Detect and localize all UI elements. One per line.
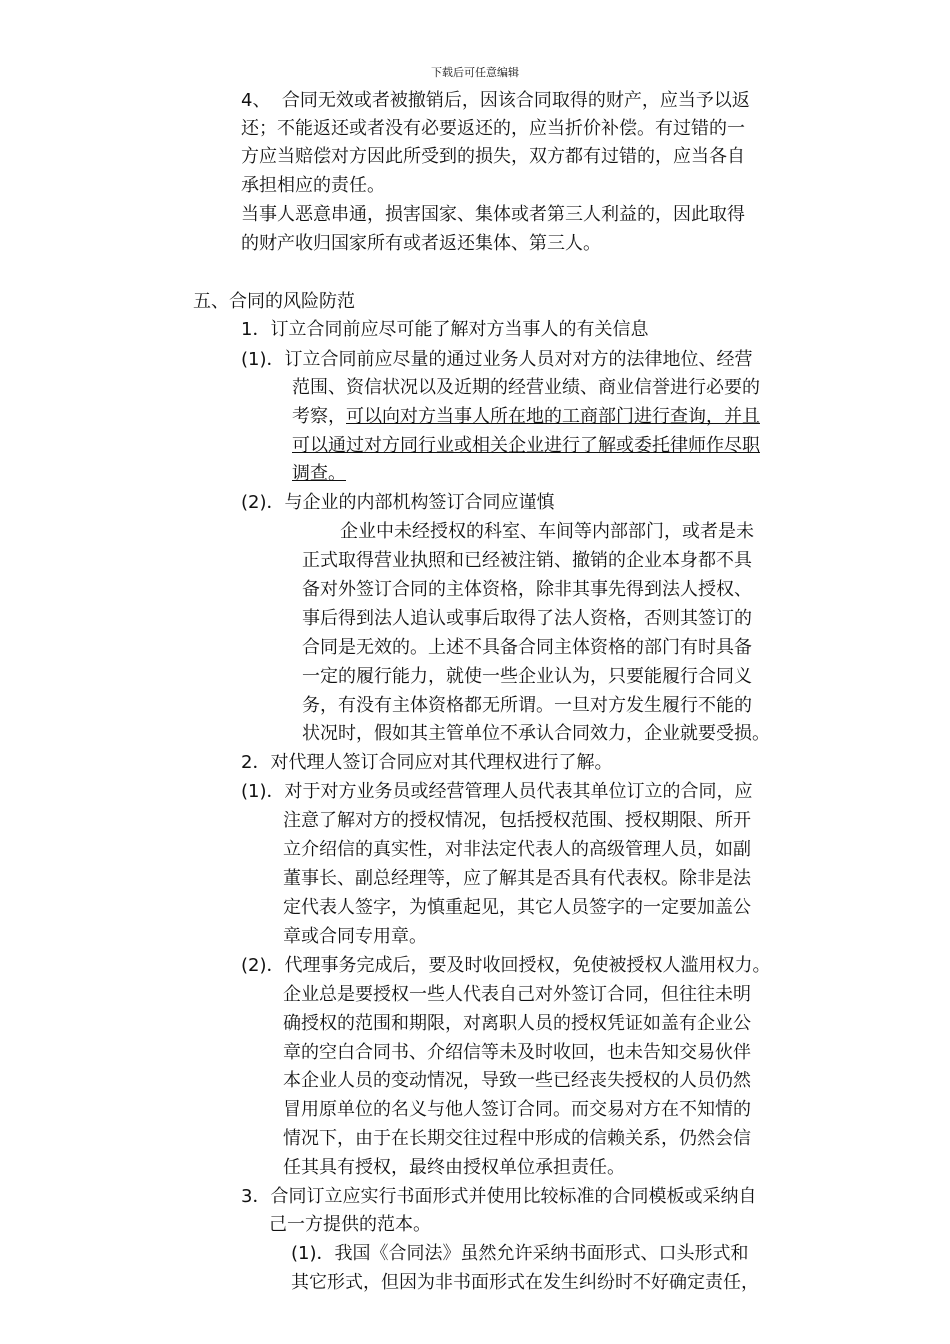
- section-heading: 五、合同的风险防范: [193, 291, 355, 312]
- text-line: 当事人恶意串通，损害国家、集体或者第三人利益的，因此取得: [241, 204, 745, 225]
- text-line: 企业中未经授权的科室、车间等内部部门，或者是未: [340, 521, 754, 542]
- text-line: 任其具有授权，最终由授权单位承担责任。: [283, 1157, 625, 1178]
- text-line: 冒用原单位的名义与他人签订合同。而交易对方在不知情的: [283, 1099, 751, 1120]
- text-line: 的财产收归国家所有或者返还集体、第三人。: [241, 233, 601, 254]
- text-line: (2)．与企业的内部机构签订合同应谨慎: [241, 492, 555, 513]
- text-line: 定代表人签字，为慎重起见，其它人员签字的一定要加盖公: [283, 897, 751, 918]
- text-line: (1)．对于对方业务员或经营管理人员代表其单位订立的合同，应: [241, 781, 753, 802]
- text-line: 企业总是要授权一些人代表自己对外签订合同，但往往未明: [283, 984, 751, 1005]
- text-line: 合同是无效的。上述不具备合同主体资格的部门有时具备: [302, 637, 752, 658]
- text-line: 本企业人员的变动情况，导致一些已经丧失授权的人员仍然: [283, 1070, 751, 1091]
- text-line: 状况时，假如其主管单位不承认合同效力，企业就要受损。: [302, 723, 770, 744]
- underlined-text: 调查。: [292, 463, 346, 484]
- text-line: 董事长、副总经理等，应了解其是否具有代表权。除非是法: [283, 868, 751, 889]
- subsection-heading: 3．合同订立应实行书面形式并使用比较标准的合同模板或采纳自: [241, 1186, 757, 1207]
- page-header: 下载后可任意编辑: [431, 66, 519, 79]
- subsection-heading: 2．对代理人签订合同应对其代理权进行了解。: [241, 752, 613, 773]
- text-line: 一定的履行能力，就使一些企业认为，只要能履行合同义: [302, 666, 752, 687]
- text-line: 章的空白合同书、介绍信等未及时收回，也未告知交易伙伴: [283, 1042, 751, 1063]
- text-line: 范围、资信状况以及近期的经营业绩、商业信誉进行必要的: [292, 377, 760, 398]
- text-line: (1)．订立合同前应尽量的通过业务人员对对方的法律地位、经营: [241, 349, 753, 370]
- text-line: 章或合同专用章。: [283, 926, 427, 947]
- text-line: (1)．我国《合同法》虽然允许采纳书面形式、口头形式和: [291, 1243, 749, 1264]
- text-line: 正式取得营业执照和已经被注销、撤销的企业本身都不具: [302, 550, 752, 571]
- text-line: 己一方提供的范本。: [269, 1214, 431, 1235]
- text-line: 务，有没有主体资格都无所谓。一旦对方发生履行不能的: [302, 695, 752, 716]
- underlined-text: 可以向对方当事人所在地的工商部门进行查询，并且: [346, 406, 760, 427]
- text-line: 注意了解对方的授权情况，包括授权范围、授权期限、所开: [283, 810, 751, 831]
- text-line: 还；不能返还或者没有必要返还的，应当折价补偿。有过错的一: [241, 118, 745, 139]
- subsection-heading: 1．订立合同前应尽可能了解对方当事人的有关信息: [241, 319, 649, 340]
- text-line: [292, 405, 760, 429]
- text-line: 确授权的范围和期限，对离职人员的授权凭证如盖有企业公: [283, 1013, 751, 1034]
- text-line: 备对外签订合同的主体资格，除非其事先得到法人授权、: [302, 579, 752, 600]
- text-line: 立介绍信的真实性，对非法定代表人的高级管理人员，如副: [283, 839, 751, 860]
- text-segment: 考察，: [292, 406, 346, 427]
- text-line: 情况下，由于在长期交往过程中形成的信赖关系，仍然会信: [283, 1128, 751, 1149]
- text-line: (2)．代理事务完成后，要及时收回授权，免使被授权人滥用权力。: [241, 955, 771, 976]
- text-line: 方应当赔偿对方因此所受到的损失，双方都有过错的，应当各自: [241, 146, 745, 167]
- text-line: 其它形式，但因为非书面形式在发生纠纷时不好确定责任，: [291, 1272, 759, 1293]
- text-line: 4、 合同无效或者被撤销后，因该合同取得的财产，应当予以返: [241, 90, 750, 111]
- underlined-text: 可以通过对方同行业或相关企业进行了解或委托律师作尽职: [292, 435, 760, 456]
- text-line: 事后得到法人追认或事后取得了法人资格，否则其签订的: [302, 608, 752, 629]
- text-line: 承担相应的责任。: [241, 175, 385, 196]
